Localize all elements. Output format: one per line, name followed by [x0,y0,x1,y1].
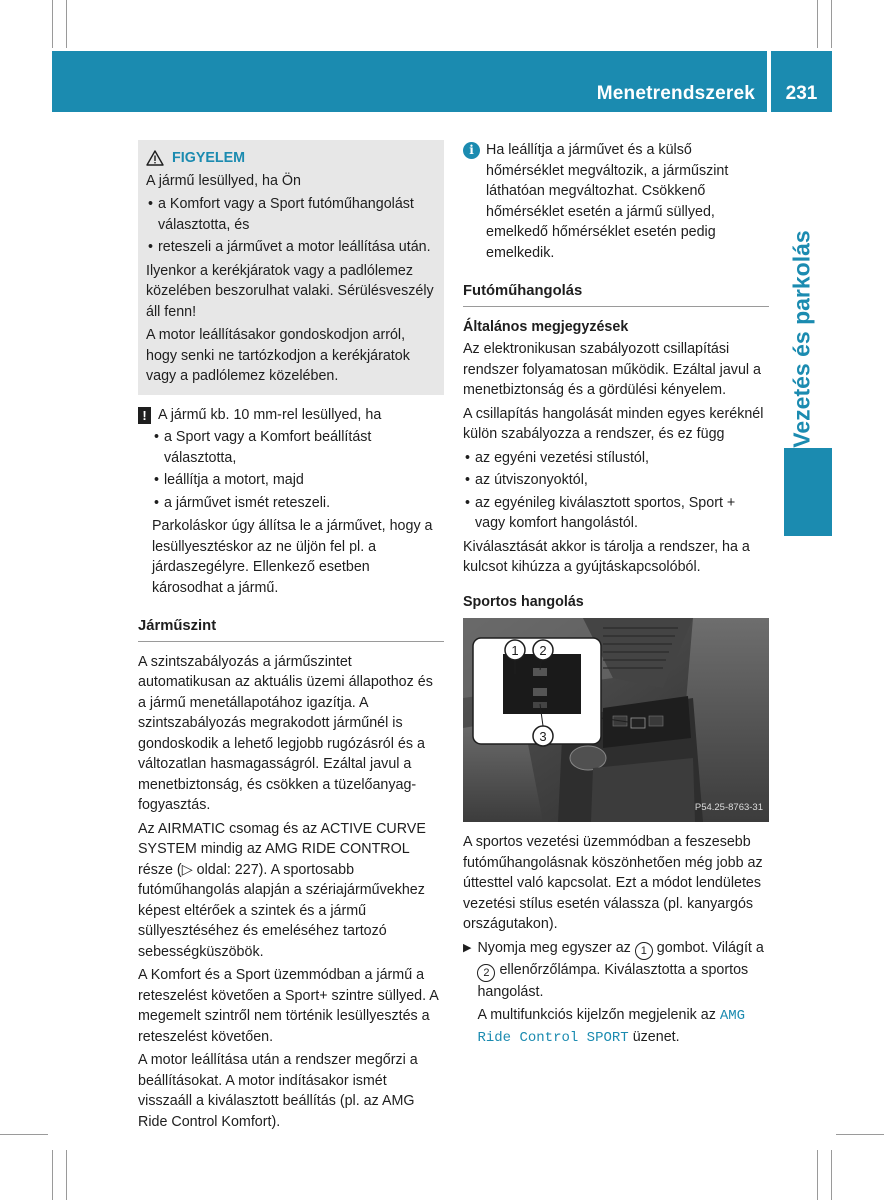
notice [138,405,444,426]
left-column [138,140,444,1135]
instruction-part: ellenőrzőlámpa. Kiválasztotta a sportos hangolást. [477,961,749,1000]
display-message-line [477,1005,769,1048]
chapter-tab-label: Vezetés és parkolás [788,230,815,448]
display-message-code: AMG Ride Control SPORT [477,1008,746,1046]
right-column [463,140,769,1048]
warning-list [146,194,436,258]
notice-body [138,427,444,598]
notice-paragraph: Parkoláskor úgy állítsa le a járművet, hogy a lesüllyesztéskor az ne üljön fel pl. a járdaszegélyre. Ellenkező esetben károsodhat a jármű. [152,518,433,596]
crop-mark [52,0,53,48]
warning-paragraph: Ilyenkor a kerékjáratok vagy a padlólemez közelében beszorulhat valaki. Sérülésveszély áll fenn! [146,262,434,320]
warning-paragraph: A motor leállításakor gondoskodjon arról, hogy senki ne tartózkodjon a kerékjáratok vagy a padlólemez közelében. [146,327,410,384]
instruction-text [477,938,769,1049]
body-paragraph: A sportos vezetési üzemmódban a feszesebb futóműhangolásnak köszönhetően még jobb az úttesttel való kapcsolat. Ezt a módot lendületes vezetési stílus esetén válassza (pl. kanyargós országutakon). [463,834,763,932]
factor-list [463,448,769,534]
chapter-tab [774,230,830,448]
crop-mark [836,1134,884,1135]
warning-box [138,140,444,395]
callout-1: 1 [635,942,653,960]
figure-callout: 2 [539,643,547,658]
subheading-general: Általános megjegyzések [463,318,629,335]
list-item: • a Sport vagy a Komfort beállítást választotta, [152,427,444,468]
info-icon: i [463,142,480,159]
crop-mark [0,1134,48,1135]
instruction-part: gombot. Világít a [656,939,764,956]
body-paragraph: Az elektronikusan szabályozott csillapítási rendszer folyamatosan működik. Ezáltal javul a menetbiztonság és a gördülési kényelem. [463,341,761,398]
center-console-illustration [463,618,769,822]
header-title: Menetrendszerek [596,83,755,104]
warning-intro: A jármű lesüllyed, ha Ön [146,172,301,189]
body-paragraph: A szintszabályozás a járműszintet automatikusan az aktuális üzemi állapothoz és a jármű menetállapotához igazítja. A szintszabályozás megrakodott járműnél is gondoskodik a lehető legjobb rugózásról és a változatlan hasmagasságról. Ezáltal javul a menetbiztonság, és csökken a tüzelőanyag-fogyasztás. [138,653,433,813]
body-paragraph: Az AIRMATIC csomag és az ACTIVE CURVE SYSTEM mindig az AMG RIDE CONTROL része (▷ oldal: 227). A sportosabb futóműhangolás alapján a szériajárművekhez képest eltérőek a szintek és a jármű süllyesztéséhez és emeléséhez tartozó sebességküszöbök. [138,820,426,960]
notice-intro: A jármű kb. 10 mm-rel lesüllyed, ha [158,406,382,423]
body-paragraph: A motor leállítása után a rendszer megőrzi a beállításokat. A motor indításakor ismét visszaáll a kiválasztott beállítás (pl. az AMG Ride Control Komfort). [138,1052,418,1130]
subheading-sport-tuning: Sportos hangolás [463,593,584,610]
page-number: 231 [785,83,818,104]
body-paragraph: A Komfort és a Sport üzemmódban a jármű a reteszelést követően a Sport+ szintre süllyed. A megemelt szintről nem történik lesüllyesztés a reteszelést követően. [138,967,439,1045]
crop-mark [831,0,832,48]
warning-title: FIGYELEM [172,150,246,166]
exclamation-notice-icon: ! [138,407,151,424]
step-arrow-icon: ▶ [463,941,472,954]
list-item: • a járművet ismét reteszeli. [152,493,444,514]
instruction-part: üzenet. [632,1028,680,1045]
info-text: Ha leállítja a járművet és a külső hőmérséklet megváltozik, a járműszint láthatóan megváltozhat. Csökkenő hőmérséklet esetén a jármű süllyed, emelkedő hőmérséklet esetén pedig emelkedik. [486,142,729,261]
warning-heading [146,148,436,169]
chapter-tab-marker [784,448,832,536]
instruction-part: A multifunkciós kijelzőn megjelenik az [477,1007,716,1023]
list-item: • az egyéni vezetési stílustól, [463,448,769,469]
instruction-step [463,938,769,1049]
info-note [463,140,769,263]
list-item: • az útviszonyoktól, [463,470,769,491]
crop-mark [817,0,818,48]
body-paragraph: A csillapítás hangolását minden egyes keréknél külön szabályozza a rendszer, és ez függ [463,405,764,442]
list-item: • a Komfort vagy a Sport futóműhangolást választotta, és [146,194,436,235]
crop-mark [817,1150,818,1200]
notice-list [152,427,444,513]
figure-caption: P54.25-8763-31 [694,801,763,813]
warning-triangle-icon [146,150,164,166]
list-item: • reteszeli a járművet a motor leállítása után. [146,237,436,258]
section-title-jarmuszint: Járműszint [138,616,444,642]
center-console-photo [463,618,769,822]
crop-mark [52,1150,53,1200]
figure-callout: 1 [511,643,519,658]
header-bar [52,51,767,112]
list-item: • leállítja a motort, majd [152,470,444,491]
section-title-futomuhangolas: Futóműhangolás [463,281,769,307]
figure-callout: 3 [539,729,547,744]
callout-2: 2 [477,964,495,982]
body-paragraph: Kiválasztását akkor is tárolja a rendszer, ha a kulcsot kihúzza a gyújtáskapcsolóból. [463,538,750,575]
page-number-box [771,51,832,112]
crop-mark [831,1150,832,1200]
crop-mark [66,0,67,48]
list-item: • az egyénileg kiválasztott sportos, Sport + vagy komfort hangolástól. [463,493,769,534]
instruction-part: Nyomja meg egyszer az [477,939,631,956]
crop-mark [66,1150,67,1200]
